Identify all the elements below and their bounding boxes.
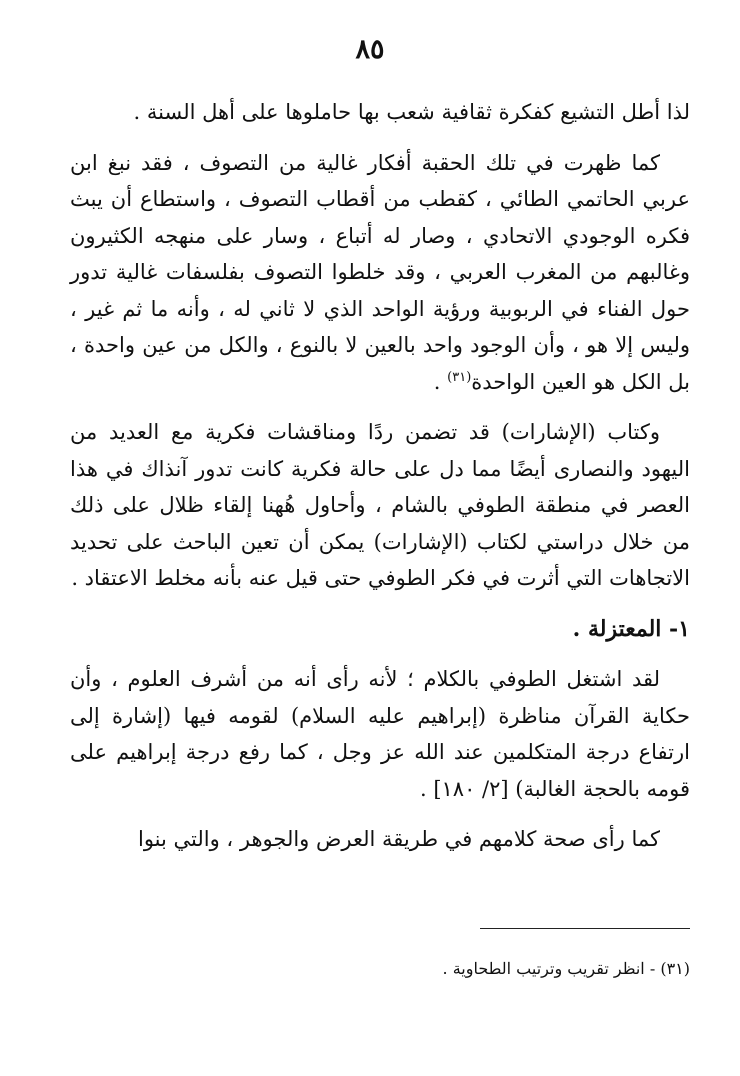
body-text: [70, 94, 690, 872]
paragraph-2-text: كما ظهرت في تلك الحقبة أفكار غالية من التصوف ، فقد نبغ ابن عربي الحاتمي الطائي ، كقطب من أقطاب التصوف ، واستطاع أن يبث فكره الوجودي الاتحادي ، وصار له أتباع ، وسار على منهجه الكثيرون وغالبهم من المغرب العربي ، وقد خلطوا التصوف بفلسفات غالية تدور حول الفناء في الربوبية ورؤية الواحد الذي لا ثاني له ، وأنه ما ثم غير ، وليس إلا هو ، وأن الوجود واحد بالعين لا بالنوع ، والكل من عين واحدة ، بل الكل هو العين الواحدة: [70, 150, 690, 394]
section-heading: ١- المعتزلة .: [572, 615, 690, 642]
paragraph-2-tail: .: [433, 369, 448, 394]
page-number: ٨٥: [355, 34, 385, 65]
paragraph-2: [70, 145, 690, 401]
paragraph-5: كما رأى صحة كلامهم في طريقة العرض والجوهر ، والتي بنوا: [138, 827, 660, 851]
footnote-divider: [480, 928, 690, 929]
paragraph-4: لقد اشتغل الطوفي بالكلام ؛ لأنه رأى أنه من أشرف العلوم ، وأن حكاية القرآن مناظرة (إبراهيم عليه السلام) لقومه فيها (إشارة إلى ارتفاع درجة المتكلمين عند الله عز وجل ، كما رفع درجة إبراهيم على قومه بالحجة الغالبة) [٢/ ١٨٠] .: [70, 667, 690, 801]
paragraph-1: لذا أطل التشيع كفكرة ثقافية شعب بها حاملوها على أهل السنة .: [133, 100, 690, 124]
footnote: (٣١) - انظر تقريب وترتيب الطحاوية .: [442, 959, 690, 978]
paragraph-3: وكتاب (الإشارات) قد تضمن ردًا ومناقشات فكرية مع العديد من اليهود والنصارى أيضًا مما دل على حالة فكرية كانت تدور آنذاك في هذا العصر في منطقة الطوفي بالشام ، وأحاول هُهنا إلقاء ظلال على ذلك من خلال دراستي لكتاب (الإشارات) يمكن أن تعين الباحث على تحديد الاتجاهات التي أثرت في فكر الطوفي حتى قيل عنه بأنه مخلط الاعتقاد .: [70, 420, 690, 590]
footnote-reference[interactable]: (٣١): [447, 369, 472, 385]
